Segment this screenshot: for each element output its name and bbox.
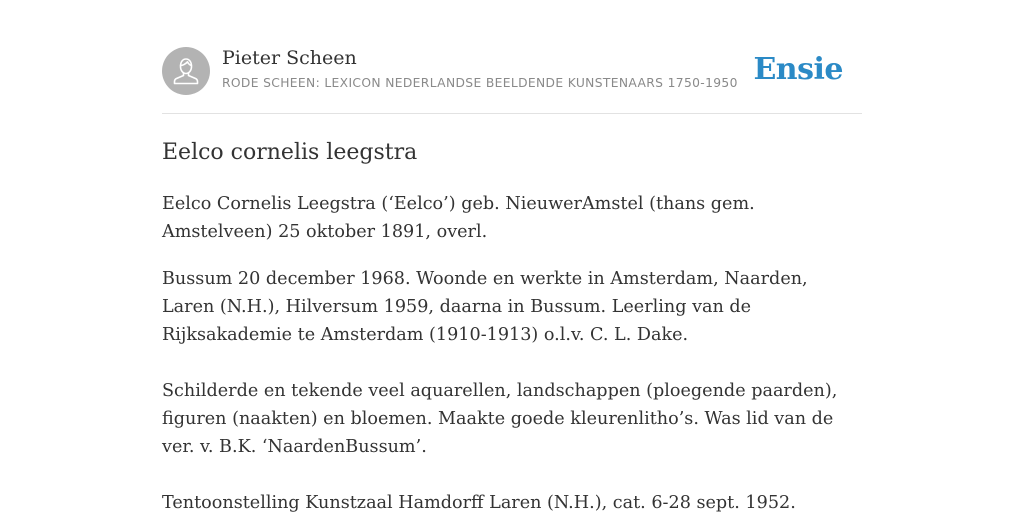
author-name[interactable]: Pieter Scheen bbox=[222, 47, 357, 69]
article-body bbox=[162, 190, 862, 512]
ensie-logo[interactable]: Ensie bbox=[753, 52, 843, 87]
source-title[interactable]: RODE SCHEEN: LEXICON NEDERLANDSE BEELDENDE KUNSTENAARS 1750-1950 bbox=[222, 76, 738, 90]
article-title: Eelco cornelis leegstra bbox=[162, 140, 418, 165]
paragraph: Eelco Cornelis Leegstra (‘Eelco’) geb. NieuwerAmstel (thans gem. Amstelveen) 25 oktober 1891, overl. bbox=[162, 194, 755, 242]
article-header bbox=[162, 46, 862, 96]
author-avatar[interactable] bbox=[162, 47, 210, 95]
header-divider bbox=[162, 113, 862, 114]
paragraph: Bussum 20 december 1968. Woonde en werkte in Amsterdam, Naarden, Laren (N.H.), Hilversum 1959, daarna in Bussum. Leerling van de Rijksakademie te Amsterdam (1910-1913) o.l.v. C. L. Dake. Schilderde en tekende veel aquarellen, landschappen (ploegende paarden), figuren (naakten) en bloemen. Maakte goede kleurenlitho’s. Was lid van de ver. v. B.K. ‘NaardenBussum’. Tentoonstelling Kunstzaal Hamdorff Laren (N.H.), cat. 6-28 sept. 1952. bbox=[162, 269, 838, 512]
user-avatar-icon bbox=[162, 47, 210, 95]
